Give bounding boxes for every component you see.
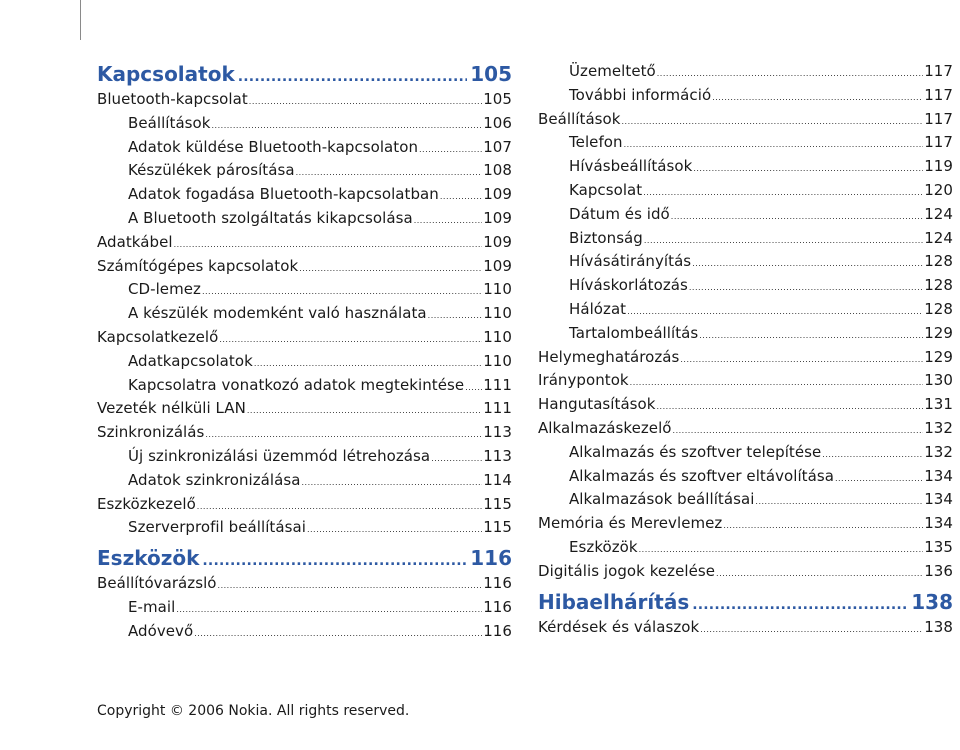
toc-page-number: 107 xyxy=(483,137,512,156)
dot-leader xyxy=(723,514,923,538)
toc-page-number: 110 xyxy=(483,304,512,323)
dot-leader xyxy=(202,547,467,575)
dot-leader xyxy=(296,161,483,185)
toc-title: Vezeték nélküli LAN xyxy=(97,399,246,418)
toc-title: Alkalmazások beállításai xyxy=(569,490,755,509)
dot-leader xyxy=(202,280,482,304)
toc-title: Új szinkronizálási üzemmód létrehozása xyxy=(128,446,431,465)
toc-page-number: 116 xyxy=(483,597,512,616)
toc-entry-tartalombeallitas[interactable] xyxy=(538,322,953,346)
toc-page-number: 128 xyxy=(924,252,953,271)
dot-leader xyxy=(673,419,924,443)
dot-leader xyxy=(639,538,924,562)
toc-page-number: 135 xyxy=(924,537,953,556)
toc-page-number: 115 xyxy=(483,494,512,513)
toc-entry-adatok-szinkronizalasa[interactable] xyxy=(97,469,512,493)
toc-title: Beállítások xyxy=(128,113,211,132)
toc-title: Kapcsolatkezelő xyxy=(97,327,219,346)
dot-leader xyxy=(299,257,482,281)
toc-title: Szerverprofil beállításai xyxy=(128,518,306,537)
toc-entry-hivasbeallitasok[interactable] xyxy=(538,155,953,179)
toc-title: Iránypontok xyxy=(538,371,629,390)
toc-page-number: 111 xyxy=(483,399,512,418)
toc-page-number: 129 xyxy=(924,323,953,342)
dot-leader xyxy=(835,467,923,491)
dot-leader xyxy=(657,395,924,419)
toc-entry-adovevo[interactable] xyxy=(97,620,512,644)
toc-entry-adatok-kuldese-bluetooth-kapcsolaton[interactable] xyxy=(97,136,512,160)
toc-column-left xyxy=(97,60,512,644)
toc-title: Digitális jogok kezelése xyxy=(538,561,716,580)
toc-title: Adatok fogadása Bluetooth-kapcsolatban xyxy=(128,185,439,204)
toc-title: Adatkapcsolatok xyxy=(128,351,253,370)
toc-entry-halozat[interactable] xyxy=(538,298,953,322)
toc-page-number: 116 xyxy=(483,574,512,593)
toc-title: E-mail xyxy=(128,597,176,616)
toc-entry-vezetek-nelkuli-lan[interactable] xyxy=(97,397,512,421)
toc-title: Bluetooth-kapcsolat xyxy=(97,90,248,108)
toc-page-number: 129 xyxy=(924,347,953,366)
dot-leader xyxy=(657,62,923,86)
toc-page-number: 134 xyxy=(924,466,953,485)
toc-title: Készülékek párosítása xyxy=(128,161,295,180)
dot-leader xyxy=(194,622,482,646)
toc-entry-eszkozok[interactable] xyxy=(538,536,953,560)
toc-entry-telefon[interactable] xyxy=(538,131,953,155)
toc-title: A készülék modemként való használata xyxy=(128,304,427,323)
dot-leader xyxy=(643,181,923,205)
toc-page-number: 109 xyxy=(483,232,512,251)
dot-leader xyxy=(680,348,923,372)
toc-entry-datum-es-ido[interactable] xyxy=(538,203,953,227)
dot-leader xyxy=(249,90,482,114)
toc-page-number: 119 xyxy=(924,157,953,176)
toc-title: Kérdések és válaszok xyxy=(538,617,700,636)
toc-title: Eszközkezelő xyxy=(97,494,196,513)
toc-page-number: 109 xyxy=(483,256,512,275)
toc-title: Üzemeltető xyxy=(569,62,656,80)
toc-title: Adatkábel xyxy=(97,232,173,251)
toc-entry-beallitasok[interactable] xyxy=(97,112,512,136)
toc-title: Kapcsolat xyxy=(569,180,643,199)
dot-leader xyxy=(699,324,923,348)
toc-entry-helymeghatarozas[interactable] xyxy=(538,346,953,370)
toc-entry-cd-lemez[interactable] xyxy=(97,278,512,302)
toc-title: Alkalmazáskezelő xyxy=(538,418,672,437)
toc-page-number: 106 xyxy=(483,113,512,132)
toc-entry-alkalmazasok-beallitasai[interactable] xyxy=(538,488,953,512)
toc-entry-kerdesek-es-valaszok[interactable] xyxy=(538,616,953,640)
copyright-footer: Copyright © 2006 Nokia. All rights reserved. xyxy=(97,703,410,719)
toc-entry-e-mail[interactable] xyxy=(97,596,512,620)
toc-title: Kapcsolatra vonatkozó adatok megtekintése xyxy=(128,375,465,394)
toc-page-number: 131 xyxy=(924,395,953,414)
toc-title: Adatok szinkronizálása xyxy=(128,470,301,489)
toc-page-number: 110 xyxy=(483,327,512,346)
dot-leader xyxy=(307,518,482,542)
toc-page-number: 108 xyxy=(483,161,512,180)
dot-leader xyxy=(212,114,483,138)
toc-page-number: 138 xyxy=(911,589,953,614)
toc-entry-eszkozkezelo[interactable] xyxy=(97,493,512,517)
dot-leader xyxy=(692,252,923,276)
toc-title: Memória és Merevlemez xyxy=(538,514,723,533)
dot-leader xyxy=(622,110,924,134)
dot-leader xyxy=(693,157,923,181)
dot-leader xyxy=(671,205,923,229)
toc-title: Hívásátirányítás xyxy=(569,252,692,271)
toc-entry-kapcsolat[interactable] xyxy=(538,179,953,203)
toc-title: Dátum és idő xyxy=(569,204,670,223)
toc-page-number: 124 xyxy=(924,228,953,247)
dot-leader xyxy=(755,490,923,514)
toc-entry-szerverprofil-beallitasai[interactable] xyxy=(97,516,512,540)
dot-leader xyxy=(822,443,923,467)
toc-title: CD-lemez xyxy=(128,280,201,299)
dot-leader xyxy=(627,300,923,324)
toc-entry-adatkabel[interactable] xyxy=(97,231,512,255)
toc-title: Alkalmazás és szoftver telepítése xyxy=(569,442,822,461)
dot-leader xyxy=(176,598,482,622)
dot-leader xyxy=(630,371,924,395)
toc-page-number: 105 xyxy=(470,62,512,86)
toc-title: Hibaelhárítás xyxy=(538,589,690,614)
toc-section-eszkozok[interactable] xyxy=(97,544,512,572)
toc-entry-uj-szinkronizalasi-uzemmod-letrehozasa[interactable] xyxy=(97,445,512,469)
toc-entry-kapcsolatkezelo[interactable] xyxy=(97,326,512,350)
dot-leader xyxy=(465,376,482,400)
toc-page-number: 114 xyxy=(483,470,512,489)
toc-page-number: 136 xyxy=(924,561,953,580)
dot-leader xyxy=(624,133,924,157)
margin-rule xyxy=(80,0,81,40)
toc-entry-szinkronizalas[interactable] xyxy=(97,421,512,445)
toc-entry-keszulekek-parositasa[interactable] xyxy=(97,159,512,183)
toc-title: Adatok küldése Bluetooth-kapcsolaton xyxy=(128,137,419,156)
toc-title: Eszközök xyxy=(569,537,638,556)
toc-page-number: 117 xyxy=(924,133,953,152)
dot-leader xyxy=(302,471,483,495)
toc-column-right xyxy=(538,60,953,639)
toc-entry-adatkapcsolatok[interactable] xyxy=(97,350,512,374)
toc-page-number: 113 xyxy=(483,423,512,442)
toc-page-number: 120 xyxy=(924,180,953,199)
dot-leader xyxy=(431,447,482,471)
toc-page-number: 110 xyxy=(483,351,512,370)
dot-leader xyxy=(712,86,923,110)
dot-leader xyxy=(218,574,483,598)
dot-leader xyxy=(700,618,923,642)
toc-entry-bluetooth-kapcsolat[interactable] xyxy=(97,88,512,112)
toc-entry-memoria-es-merevlemez[interactable] xyxy=(538,512,953,536)
toc-title: Számítógépes kapcsolatok xyxy=(97,256,299,275)
dot-leader xyxy=(419,138,482,162)
toc-title: Eszközök xyxy=(97,546,200,571)
dot-leader xyxy=(247,399,482,423)
toc-title: Beállítások xyxy=(538,109,621,128)
toc-title: Hívásbeállítások xyxy=(569,157,693,176)
dot-leader xyxy=(440,185,482,209)
toc-entry-beallitasok[interactable] xyxy=(538,108,953,132)
toc-entry-hangutasitasok[interactable] xyxy=(538,393,953,417)
toc-entry-a-bluetooth-szolgaltatas-kikapcsolasa[interactable] xyxy=(97,207,512,231)
toc-page-number: 128 xyxy=(924,276,953,295)
toc-page-number: 124 xyxy=(924,204,953,223)
toc-page-number: 105 xyxy=(483,90,512,108)
toc-page-number: 116 xyxy=(470,546,512,571)
toc-title: Adóvevő xyxy=(128,621,194,640)
toc-title: Biztonság xyxy=(569,228,643,247)
dot-leader xyxy=(644,229,923,253)
toc-page-number: 134 xyxy=(924,490,953,509)
toc-entry-iranypontok[interactable] xyxy=(538,369,953,393)
dot-leader xyxy=(689,276,923,300)
toc-page-number: 132 xyxy=(924,442,953,461)
toc-title: Alkalmazás és szoftver eltávolítása xyxy=(569,466,834,485)
dot-leader xyxy=(197,495,482,519)
dot-leader xyxy=(238,63,467,91)
toc-page-number: 128 xyxy=(924,299,953,318)
toc-page-number: 116 xyxy=(483,621,512,640)
toc-page-number: 113 xyxy=(483,446,512,465)
dot-leader xyxy=(174,233,483,257)
dot-leader xyxy=(716,562,923,586)
toc-entry-alkalmazas-es-szoftver-eltavolitasa[interactable] xyxy=(538,465,953,489)
toc-entry-digitalis-jogok-kezelese[interactable] xyxy=(538,560,953,584)
toc-title: Telefon xyxy=(569,133,623,152)
toc-entry-a-keszulek-modemkent-valo-hasznalata[interactable] xyxy=(97,302,512,326)
toc-entry-alkalmazas-es-szoftver-telepitese[interactable] xyxy=(538,441,953,465)
dot-leader xyxy=(692,591,908,619)
toc-entry-alkalmazaskezelo[interactable] xyxy=(538,417,953,441)
toc-title: Szinkronizálás xyxy=(97,423,205,442)
dot-leader xyxy=(428,304,483,328)
toc-title: Hálózat xyxy=(569,299,627,318)
toc-entry-tovabbi-informacio[interactable] xyxy=(538,84,953,108)
toc-title: Helymeghatározás xyxy=(538,347,680,366)
dot-leader xyxy=(205,423,482,447)
toc-page-number: 109 xyxy=(483,185,512,204)
toc-section-hibaelharitas[interactable] xyxy=(538,588,953,616)
dot-leader xyxy=(254,352,482,376)
toc-title: Kapcsolatok xyxy=(97,62,235,86)
toc-section-kapcsolatok[interactable] xyxy=(97,60,512,88)
toc-page-number: 117 xyxy=(924,109,953,128)
toc-entry-hivaskorlatozas[interactable] xyxy=(538,274,953,298)
toc-page-number: 130 xyxy=(924,371,953,390)
toc-page-number: 109 xyxy=(483,208,512,227)
toc-page-number: 110 xyxy=(483,280,512,299)
toc-entry-kapcsolatra-vonatkozo-adatok-megtekintese[interactable] xyxy=(97,374,512,398)
toc-entry-biztonsag[interactable] xyxy=(538,227,953,251)
toc-entry-uzemelteto[interactable] xyxy=(538,60,953,84)
toc-title: Hangutasítások xyxy=(538,395,656,414)
toc-entry-szamitogepes-kapcsolatok[interactable] xyxy=(97,255,512,279)
toc-page-number: 115 xyxy=(483,518,512,537)
toc-page-number: 134 xyxy=(924,514,953,533)
toc-entry-beallitovarazslo[interactable] xyxy=(97,572,512,596)
toc-title: Beállítóvarázsló xyxy=(97,574,217,593)
dot-leader xyxy=(414,209,483,233)
toc-page-number: 117 xyxy=(924,85,953,104)
toc-title: Híváskorlátozás xyxy=(569,276,688,295)
toc-page-number: 132 xyxy=(924,418,953,437)
toc-entry-adatok-fogadasa-bluetooth-kapcsolatban[interactable] xyxy=(97,183,512,207)
toc-entry-hivasatiranyitas[interactable] xyxy=(538,250,953,274)
toc-page-number: 117 xyxy=(924,62,953,80)
toc-page-number: 138 xyxy=(924,617,953,636)
toc-page-number: 111 xyxy=(483,375,512,394)
toc-title: A Bluetooth szolgáltatás kikapcsolása xyxy=(128,208,413,227)
toc-title: Tartalombeállítás xyxy=(569,323,699,342)
toc-title: További információ xyxy=(569,85,712,104)
dot-leader xyxy=(219,328,482,352)
